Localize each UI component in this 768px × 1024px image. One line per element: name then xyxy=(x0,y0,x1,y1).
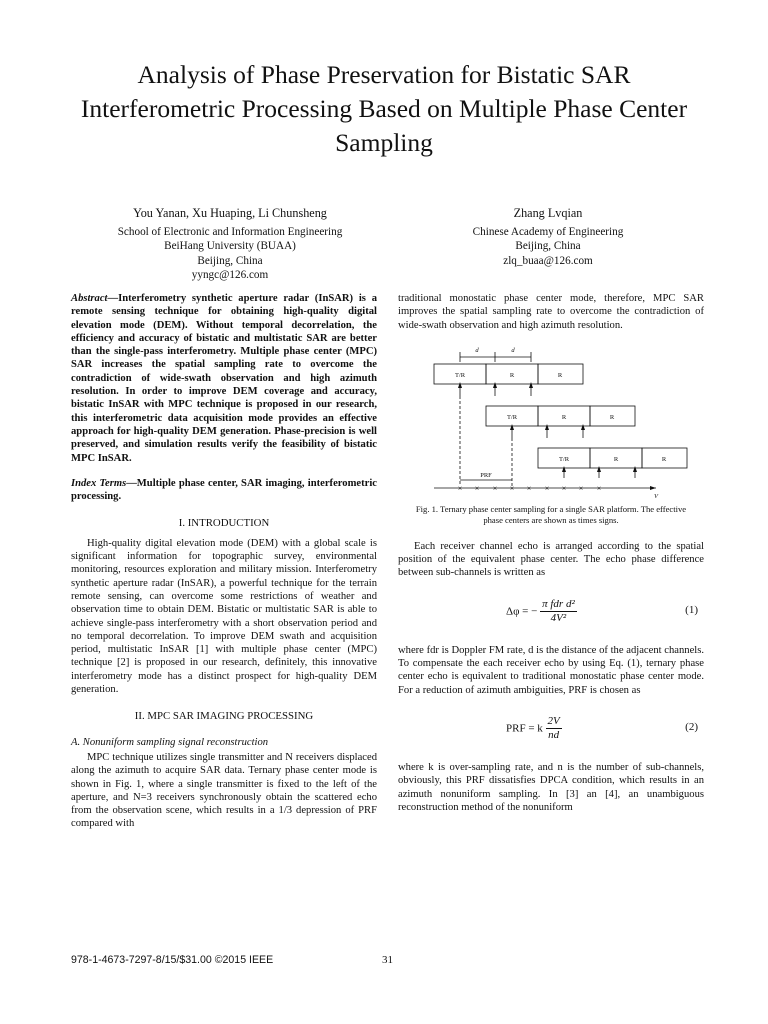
antenna-label: R xyxy=(561,413,567,421)
arrow-head xyxy=(545,424,549,430)
arrow-head xyxy=(493,382,497,388)
section-heading-mpc: II. MPC SAR IMAGING PROCESSING xyxy=(134,710,314,723)
equation-fraction xyxy=(540,598,577,626)
author-names: You Yanan, Xu Huaping, Li Chunsheng xyxy=(133,206,327,220)
antenna-label: R xyxy=(661,455,667,463)
author-email: yyngc@126.com xyxy=(191,269,269,281)
abstract-text: —Interferometry synthetic aperture radar (InSAR) is a remote sensing technique for obtaining high-quality digital elevation mode (DEM). Without temporal decorrelation, the efficiency and accuracy of bistatic and multistatic SAR are better than the single-pass interferometry. Multiple phase center (MPC) SAR increases the spatial sampling rate to overcome the contradiction of wide-swath observation and high azimuth resolution. In order to improve DEM coverage and accuracy, bistatic InSAR with MPC technique is proposed in our research, this interferometric data acquisition mode provides an effective approach for high-quality DEM generation. Phase-precision is well preserved, and simulation results verify the feasibility of bistatic MPC InSAR. xyxy=(71,293,377,464)
prf-label: PRF xyxy=(480,471,492,479)
antenna-label: R xyxy=(509,371,515,379)
paper-title: Analysis of Phase Preservation for Bistatic SAR Interferometric Processing Based on Multiple Phase Center Sampling xyxy=(80,60,688,157)
arrow-head xyxy=(529,382,533,388)
section-heading-introduction: I. INTRODUCTION xyxy=(178,517,270,530)
index-terms-text: —Multiple phase center, SAR imaging, interferometric processing. xyxy=(71,477,377,503)
subsection-paragraph: MPC technique utilizes single transmitter and N receivers displaced along the azimuth to acquire SAR data. Ternary phase center mode is shown in Fig. 1, where a single transmitter is fixed to the left of the aperture, and N=3 receivers synchronously obtain the scattered echo from the observation scene, which results in a 1/3 depression of PRF compared with xyxy=(71,751,377,830)
axis-label: V xyxy=(654,492,658,498)
antenna-label: T/R xyxy=(558,455,570,463)
author-location: Beijing, China xyxy=(197,254,263,267)
arrow-head xyxy=(633,466,637,472)
equation-body xyxy=(506,715,562,743)
abstract xyxy=(71,292,377,465)
equation-1 xyxy=(398,592,704,632)
index-terms xyxy=(71,477,377,504)
arrow-head xyxy=(458,382,462,388)
figure-1 xyxy=(398,340,704,498)
equation-number: (2) xyxy=(685,720,698,733)
equation-lhs: Δφ = − xyxy=(506,605,538,618)
arrow-head xyxy=(581,424,585,430)
arrow-head xyxy=(510,424,514,430)
figure-caption: Fig. 1. Ternary phase center sampling for a single SAR platform. The effective phase centers are shown as times signs. xyxy=(415,503,687,525)
equation-lhs: PRF = k xyxy=(506,722,543,735)
author-email: zlq_buaa@126.com xyxy=(503,254,593,267)
phase-center-mark: × xyxy=(509,483,515,493)
author-location: Beijing, China xyxy=(515,240,581,252)
page-number: 31 xyxy=(382,954,393,966)
continued-paragraph: traditional monostatic phase center mode, therefore, MPC SAR improves the spatial sampling rate to overcome the contradiction of wide-swath observation and high azimuth resolution. xyxy=(398,293,704,331)
antenna-label: T/R xyxy=(454,371,466,379)
antenna-label: R xyxy=(609,413,615,421)
phase-center-diagram xyxy=(398,340,704,498)
spacing-label: d xyxy=(475,346,479,354)
phase-center-mark: × xyxy=(492,483,498,493)
phase-center-mark: × xyxy=(526,483,532,493)
introduction-paragraph: High-quality digital elevation mode (DEM) with a global scale is significant information for topographic survey, environmental monitoring, resources exploration and military mission. Interferometry synthetic aperture radar (InSAR), a powerful technique for the terrain remote sensing, can overcome some restrictions of weather and observation time to obtain DEM. Bistatic or multistatic SAR is able to achieve single-pass interferometry with a short observation period and no temporal decorrelation. To improve DEM swath and acquisition period, multistatic InSAR [1] with multiple phase center (MPC) technique [2] is proposed in our research, definitely, this innovative interferometry mode has a distinct prospect for high-quality DEM generation. xyxy=(71,537,377,696)
equation-numerator: π fdr d² xyxy=(540,598,577,612)
phase-center-mark: × xyxy=(474,483,480,493)
phase-center-mark: × xyxy=(544,483,550,493)
antenna-label: R xyxy=(613,455,619,463)
equation-body xyxy=(506,598,577,626)
paragraph: where fdr is Doppler FM rate, d is the distance of the adjacent channels. To compensate the each receiver echo by using Eq. (1), ternary phase center echo is equivalent to traditional monostatic phase center mode. For a reduction of azimuth ambiguities, PRF is chosen as xyxy=(398,644,704,696)
equation-denominator: nd xyxy=(548,729,560,742)
equation-number: (1) xyxy=(685,603,698,616)
equation-2 xyxy=(398,709,704,749)
paragraph: Each receiver channel echo is arranged according to the spatial position of the equivalent phase center. The echo phase difference between sub-channels is written as xyxy=(398,540,704,579)
author-block-left xyxy=(80,206,380,283)
index-terms-lead: Index Terms xyxy=(71,477,127,489)
equation-denominator: 4V² xyxy=(550,612,567,625)
subsection-heading: A. Nonuniform sampling signal reconstruction xyxy=(71,736,269,748)
author-names: Zhang Lvqian xyxy=(513,206,583,220)
arrow-head xyxy=(597,466,601,472)
paragraph: where k is over-sampling rate, and n is the number of sub-channels, obviously, this PRF dissatisfies DPCA condition, which results in an azimuth nonuniform sampling. In [3] an [4], an unambiguous reconstruction method of the nonuniform xyxy=(398,761,704,813)
arrow-head xyxy=(562,466,566,472)
author-affiliation: BeiHang University (BUAA) xyxy=(164,240,296,252)
author-affiliation: School of Electronic and Information Engineering xyxy=(117,225,343,238)
phase-center-mark: × xyxy=(457,483,463,493)
left-column xyxy=(71,292,377,831)
author-affiliation: Chinese Academy of Engineering xyxy=(472,225,624,238)
footer-isbn: 978-1-4673-7297-8/15/$31.00 ©2015 IEEE xyxy=(71,954,274,966)
spacing-label: d xyxy=(511,346,515,354)
axis-arrow-head xyxy=(650,486,656,490)
antenna-label: T/R xyxy=(506,413,518,421)
antenna-label: R xyxy=(557,371,563,379)
right-column xyxy=(398,292,704,814)
phase-center-mark: × xyxy=(578,483,584,493)
abstract-lead: Abstract xyxy=(71,293,108,304)
author-block-right xyxy=(398,206,698,268)
phase-center-mark: × xyxy=(561,483,567,493)
equation-fraction xyxy=(546,715,562,743)
equation-numerator: 2V xyxy=(546,715,562,729)
phase-center-mark: × xyxy=(596,483,602,493)
